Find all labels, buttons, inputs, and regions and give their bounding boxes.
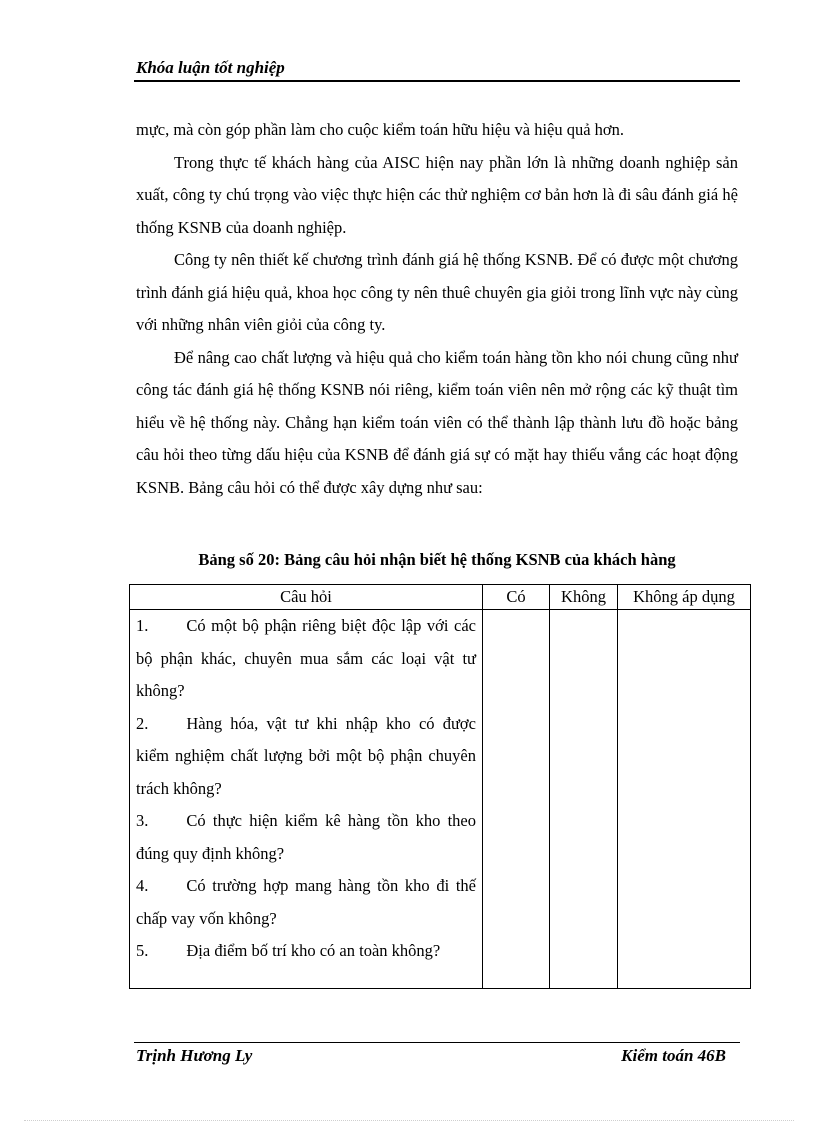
paragraph: Công ty nên thiết kế chương trình đánh giá hệ thống KSNB. Để có được một chương trình đánh giá hiệu quả, khoa học công ty nên thuê chuyên gia giỏi trong lĩnh vực này cùng với những nhân viên giỏi của công ty. <box>136 250 738 334</box>
footer-rule <box>134 1042 740 1043</box>
question-number: 1. <box>136 616 149 635</box>
paragraph: Để nâng cao chất lượng và hiệu quả cho kiểm toán hàng tồn kho nói chung cũng như công tác đánh giá hệ thống KSNB nói riêng, kiểm toán viên nên mở rộng các kỹ thuật tìm hiểu về hệ thống này. Chẳng hạn kiểm toán viên có thể thành lập thành lưu đồ hoặc bảng câu hỏi theo từng dấu hiệu của KSNB để đánh giá sự có mặt hay thiếu vắng các hoạt động KSNB. Bảng câu hỏi có thể được xây dựng như sau: <box>136 347 738 497</box>
header-question: Câu hỏi <box>130 585 483 610</box>
answer-not-applicable-cell <box>618 610 751 989</box>
question-text: Hàng hóa, vật tư khi nhập kho có được kiểm nghiệm chất lượng bởi một bộ phận chuyên trách không? <box>136 713 476 798</box>
question-text: Có thực hiện kiểm kê hàng tồn kho theo đúng quy định không? <box>136 811 476 863</box>
question-item <box>136 805 476 870</box>
answer-yes-cell <box>483 610 550 989</box>
question-number: 2. <box>136 713 149 733</box>
question-number: 3. <box>136 811 149 830</box>
question-number: 4. <box>136 876 149 895</box>
page-edge <box>24 1120 794 1121</box>
question-item <box>136 708 476 806</box>
footer-class: Kiểm toán 46B <box>621 1046 726 1065</box>
table-header-row <box>130 585 751 610</box>
table-caption: Bảng số 20: Bảng câu hỏi nhận biết hệ thống KSNB của khách hàng <box>198 550 676 569</box>
header-rule <box>134 80 740 82</box>
question-cell <box>130 610 483 989</box>
question-item <box>136 610 476 708</box>
answer-no-cell <box>550 610 618 989</box>
question-item <box>136 935 476 968</box>
question-text: Có một bộ phận riêng biệt độc lập với các bộ phận khác, chuyên mua sắm các loại vật tư không? <box>136 616 476 700</box>
header-yes: Có <box>483 585 550 610</box>
paragraph: Trong thực tế khách hàng của AISC hiện nay phần lớn là những doanh nghiệp sản xuất, công ty chú trọng vào việc thực hiện các thử nghiệm cơ bản hơn là đi sâu đánh giá hệ thống KSNB của doanh nghiệp. <box>136 152 738 237</box>
footer-author: Trịnh Hương Ly <box>136 1046 253 1065</box>
question-number: 5. <box>136 941 149 960</box>
paragraph: mực, mà còn góp phần làm cho cuộc kiểm toán hữu hiệu và hiệu quả hơn. <box>136 120 625 139</box>
body-text <box>136 114 738 504</box>
table-row <box>130 610 751 989</box>
question-text: Địa điểm bố trí kho có an toàn không? <box>186 941 441 960</box>
question-item <box>136 870 476 935</box>
header-not-applicable: Không áp dụng <box>618 585 751 610</box>
questionnaire-table <box>129 584 751 989</box>
page-header-title: Khóa luận tốt nghiệp <box>136 58 285 77</box>
question-text: Có trường hợp mang hàng tồn kho đi thế chấp vay vốn không? <box>136 876 476 928</box>
header-no: Không <box>550 585 618 610</box>
